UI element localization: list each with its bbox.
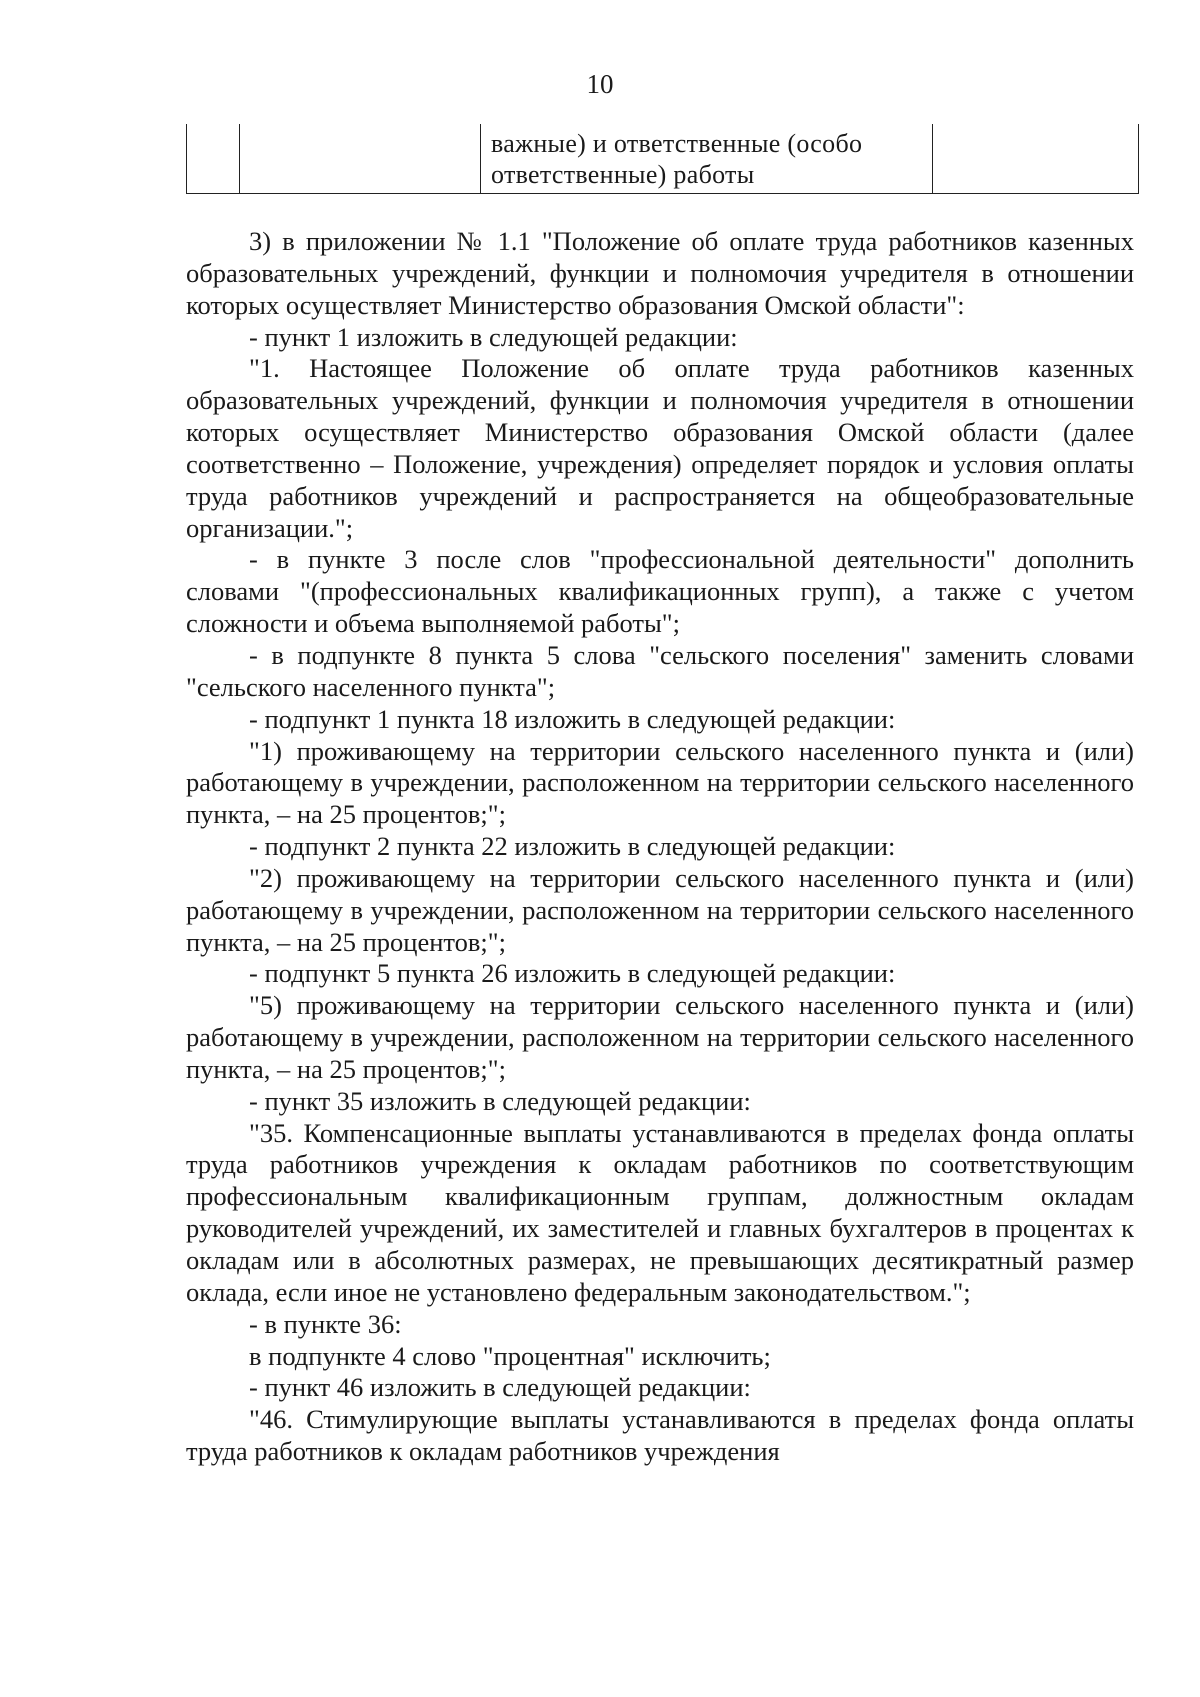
page-number: 10 [586,69,614,99]
paragraph-instruction: в подпункте 4 слово "процентная" исключить; [249,1340,771,1371]
paragraph-quoted: "46. Стимулирующие выплаты устанавливаются в пределах фонда оплаты труда работников к окладам работников учреждения [186,1404,1134,1467]
table-cell-number [187,124,240,194]
paragraph-quoted: "2) проживающему на территории сельского населенного пункта и (или) работающему в учреждении, расположенном на территории сельского населенного пункта, – на 25 процентов;"; [186,862,1134,957]
paragraph-quoted: "5) проживающему на территории сельского населенного пункта и (или) работающему в учреждении, расположенном на территории сельского населенного пункта, – на 25 процентов;"; [186,990,1134,1084]
paragraph-instruction: - в пункте 36: [249,1308,402,1339]
paragraph-instruction: - пункт 46 изложить в следующей редакции: [249,1372,751,1403]
paragraph-instruction: - пункт 1 изложить в следующей редакции: [249,321,738,352]
paragraph-instruction: - в подпункте 8 пункта 5 слова "сельского поселения" заменить словами "сельского населенного пункта"; [186,639,1134,702]
paragraph-quoted: "1) проживающему на территории сельского населенного пункта и (или) работающему в учреждении, расположенном на территории сельского населенного пункта, – на 25 процентов;"; [186,735,1134,830]
table-cell-description: важные) и ответственные (особо ответственные) работы [481,124,933,194]
paragraph-quoted: "35. Компенсационные выплаты устанавливаются в пределах фонда оплаты труда работников учреждения к окладам работников по соответствующим профессиональным квалификационным группам, должностным окладам руководителей учреждений, их заместителей и главных бухгалтеров в процентах к окладам или в абсолютных размерах, не превышающих десятикратный размер оклада, если иное не установлено федеральным законодательством."; [186,1117,1134,1307]
paragraph-instruction: - подпункт 5 пункта 26 изложить в следующей редакции: [249,958,896,989]
continuation-table [186,124,1139,194]
paragraph-item-3: 3) в приложении № 1.1 "Положение об оплате труда работников казенных образовательных учреждений, функции и полномочия учредителя в отношении которых осуществляет Министерство образования Омской области": [186,226,1134,320]
paragraph-quoted: "1. Настоящее Положение об оплате труда работников казенных образовательных учреждений, функции и полномочия учредителя в отношении которых осуществляет Министерство образования Омской области (далее соответственно – Положение, учреждения) определяет порядок и условия оплаты труда работников учреждений и распространяется на общеобразовательные организации."; [186,353,1134,543]
paragraph-instruction: - подпункт 2 пункта 22 изложить в следующей редакции: [249,831,896,862]
table-cell-name [240,124,481,194]
paragraph-instruction: - подпункт 1 пункта 18 изложить в следующей редакции: [249,703,896,734]
paragraph-instruction: - в пункте 3 после слов "профессиональной деятельности" дополнить словами "(профессиональных квалификационных групп), а также с учетом сложности и объема выполняемой работы"; [186,544,1134,639]
paragraph-instruction: - пункт 35 изложить в следующей редакции: [249,1085,751,1116]
table-row [187,124,1139,194]
document-body [186,226,1134,1468]
table-cell-value [933,124,1139,194]
